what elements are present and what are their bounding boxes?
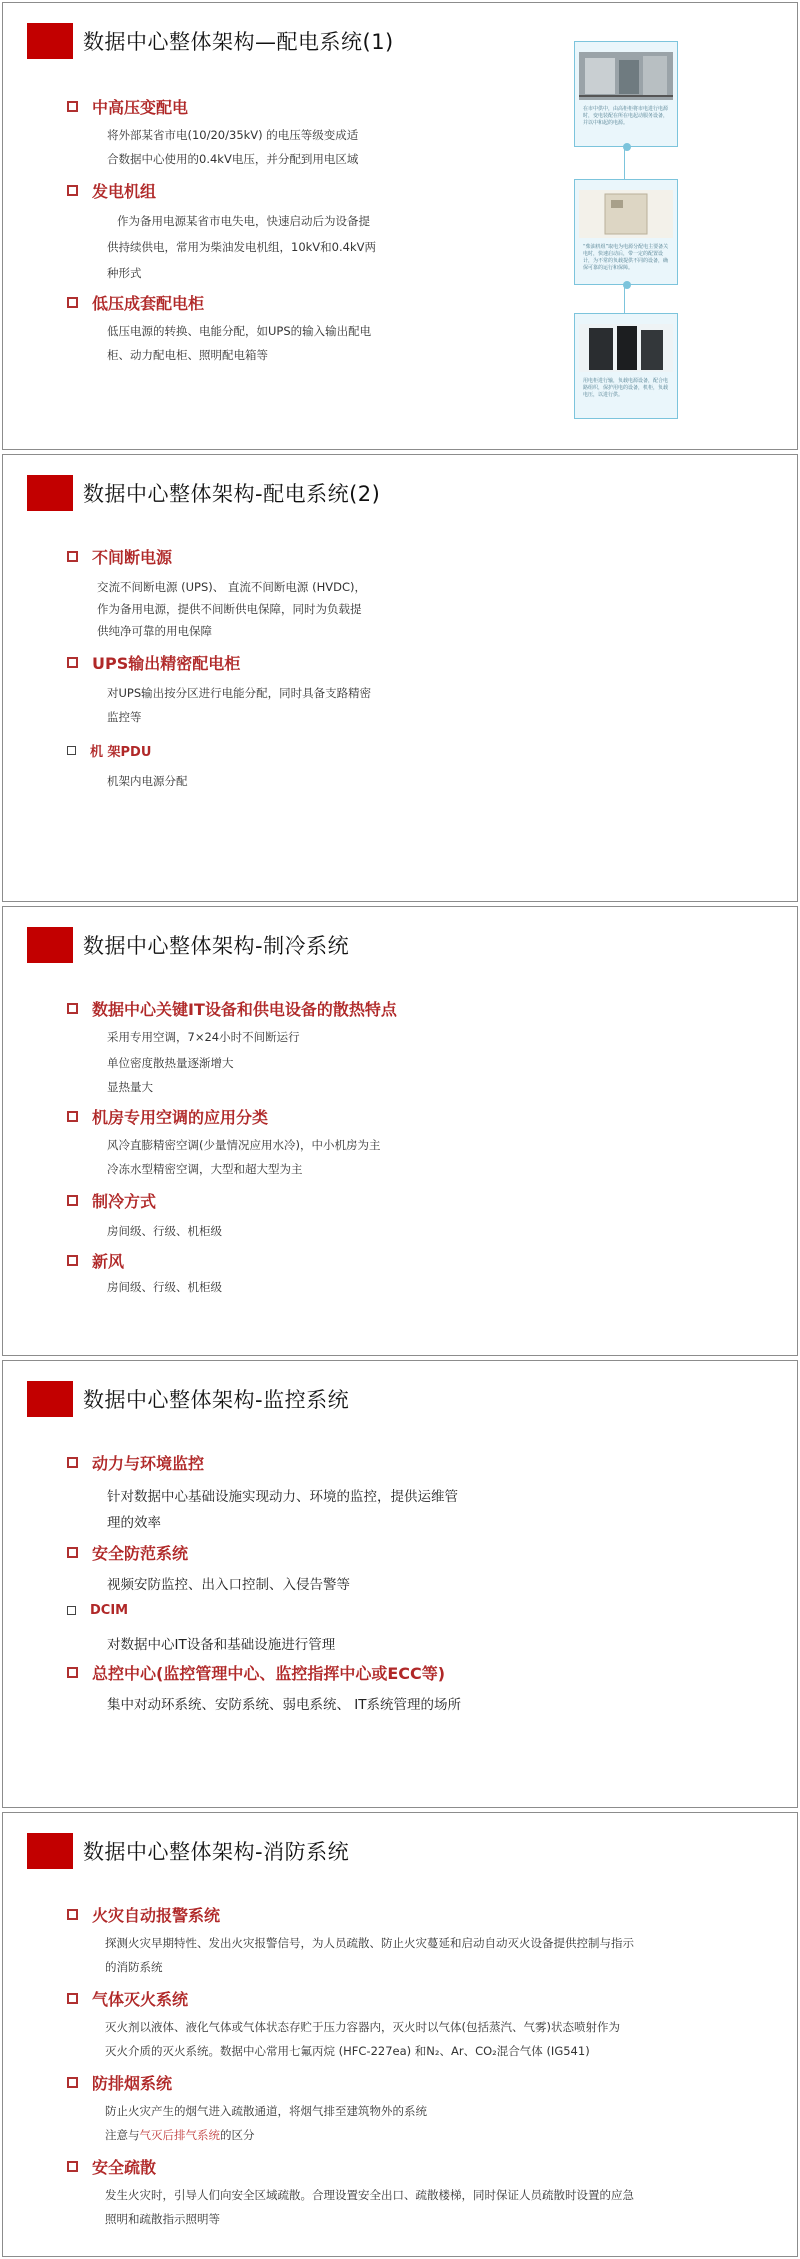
body-line-highlight <box>105 2127 255 2143</box>
body-line: 灭火介质的灭火系统。数据中心常用七氟丙烷 (HFC-227ea) 和N₂、Ar、CO₂混合气体 (IG541) <box>105 2044 590 2058</box>
section-heading <box>67 1903 220 1926</box>
section-label: 数据中心关键IT设备和供电设备的散热特点 <box>92 1000 397 1019</box>
body-line: 的消防系统 <box>105 1960 163 1974</box>
card-caption: 在市中供中，由高柜柜将市电进行电源时，变电装配在所在电起动服务设备，并以中和起的电源。 <box>583 106 669 126</box>
title-accent-block <box>27 23 73 59</box>
section-label: 机 架PDU <box>90 745 152 760</box>
body-line: 供纯净可靠的用电保障 <box>97 624 212 638</box>
body-line: 采用专用空调，7×24小时不间断运行 <box>107 1030 300 1044</box>
checkbox-bullet-icon <box>67 2077 78 2088</box>
slide-power-distribution-1 <box>2 2 798 450</box>
equipment-card <box>574 179 678 285</box>
body-line: 低压电源的转换、电能分配，如UPS的输入输出配电 <box>107 324 372 338</box>
body-line: 合数据中心使用的0.4kV电压，并分配到用电区域 <box>107 152 359 166</box>
body-line: 发生火灾时，引导人们向安全区域疏散。合理设置安全出口、疏散楼梯，同时保证人员疏散时设置的应急 <box>105 2188 634 2202</box>
body-line: 交流不间断电源 (UPS)、 直流不间断电源 (HVDC)， <box>97 580 366 594</box>
card-caption: “柴油机组”取电为电源分配电主要备关电时，快速启动后，带一定的配置设计，为不常的负载提供不同的设备，确保可靠的运行和保障。 <box>583 244 669 271</box>
slide-title: 数据中心整体架构-监控系统 <box>83 1388 350 1412</box>
checkbox-bullet-icon <box>67 1255 78 1266</box>
slide-title-row <box>27 475 380 511</box>
timeline-dot-icon <box>623 281 631 289</box>
body-line: 监控等 <box>107 710 142 724</box>
section-heading <box>67 95 188 118</box>
section-label: 低压成套配电柜 <box>92 294 205 313</box>
title-accent-block <box>27 1381 73 1417</box>
body-line: 对数据中心IT设备和基础设施进行管理 <box>107 1637 336 1653</box>
section-heading <box>67 1249 124 1272</box>
slide-title-row <box>27 1381 349 1417</box>
body-line: 对UPS输出按分区进行电能分配，同时具备支路精密 <box>107 686 372 700</box>
body-line: 柜、动力配电柜、照明配电箱等 <box>107 348 268 362</box>
body-line: 显热量大 <box>107 1080 153 1094</box>
title-accent-block <box>27 927 73 963</box>
text-fragment: 注意与 <box>105 2128 140 2142</box>
checkbox-bullet-icon <box>67 746 76 755</box>
section-label: 气体灭火系统 <box>92 1990 189 2009</box>
section-heading <box>67 1541 188 1564</box>
body-line: 机架内电源分配 <box>107 774 188 788</box>
section-label: 中高压变配电 <box>92 98 189 117</box>
section-heading <box>67 2155 156 2178</box>
section-label: UPS输出精密配电柜 <box>92 654 241 673</box>
generator-photo-icon <box>579 190 673 238</box>
section-heading <box>67 1603 128 1618</box>
section-label: 安全疏散 <box>92 2158 157 2177</box>
text-fragment: 的区分 <box>220 2128 255 2142</box>
body-line: 种形式 <box>107 266 142 280</box>
section-label: 新风 <box>92 1252 125 1271</box>
body-line: 灭火剂以液体、液化气体或气体状态存贮于压力容器内，灭火时以气体(包括蒸汽、气雾)状态喷射作为 <box>105 2020 620 2034</box>
checkbox-bullet-icon <box>67 1667 78 1678</box>
section-label: 动力与环境监控 <box>92 1454 205 1473</box>
body-line: 风冷直膨精密空调(少量情况应用水冷)，中小机房为主 <box>107 1138 381 1152</box>
section-heading <box>67 2071 172 2094</box>
body-line: 将外部某省市电(10/20/35kV) 的电压等级变成适 <box>107 128 359 142</box>
section-heading <box>67 997 397 1020</box>
body-line: 防止火灾产生的烟气进入疏散通道，将烟气排至建筑物外的系统 <box>105 2104 427 2118</box>
body-line: 供持续供电，常用为柴油发电机组，10kV和0.4kV两 <box>107 240 376 254</box>
timeline-dot-icon <box>623 143 631 151</box>
equipment-card <box>574 41 678 147</box>
slide-title: 数据中心整体架构-配电系统(2) <box>83 482 381 506</box>
section-label: 总控中心(监控管理中心、监控指挥中心或ECC等) <box>92 1664 446 1683</box>
section-heading <box>67 1189 156 1212</box>
slide-title-row <box>27 23 394 59</box>
body-line: 房间级、行级、机柜级 <box>107 1224 222 1238</box>
section-heading <box>67 291 204 314</box>
slide-cooling-system <box>2 906 798 1356</box>
checkbox-bullet-icon <box>67 1003 78 1014</box>
slide-title: 数据中心整体架构—配电系统(1) <box>83 30 394 54</box>
body-line: 集中对动环系统、安防系统、弱电系统、 IT系统管理的场所 <box>107 1697 462 1713</box>
checkbox-bullet-icon <box>67 1606 76 1615</box>
section-heading <box>67 1105 268 1128</box>
section-label: 机房专用空调的应用分类 <box>92 1108 269 1127</box>
checkbox-bullet-icon <box>67 1195 78 1206</box>
slide-title-row <box>27 927 349 963</box>
body-line: 作为备用电源某省市电失电，快速启动后为设备提 <box>117 214 370 228</box>
section-heading <box>67 1451 204 1474</box>
checkbox-bullet-icon <box>67 1457 78 1468</box>
section-label: 火灾自动报警系统 <box>92 1906 221 1925</box>
checkbox-bullet-icon <box>67 1993 78 2004</box>
section-heading <box>67 545 172 568</box>
section-label: 安全防范系统 <box>92 1544 189 1563</box>
slide-fire-protection-system <box>2 1812 798 2257</box>
section-label: DCIM <box>90 1603 129 1618</box>
body-line: 房间级、行级、机柜级 <box>107 1280 222 1294</box>
checkbox-bullet-icon <box>67 657 78 668</box>
body-line: 作为备用电源，提供不间断供电保障，同时为负载提 <box>97 602 362 616</box>
slide-power-distribution-2 <box>2 454 798 902</box>
card-caption: 用电柜进行输，负载电源设备，配合电路组织，保护用电的设备，机柜，负载电压，以进行供。 <box>583 378 669 398</box>
section-label: 防排烟系统 <box>92 2074 173 2093</box>
body-line: 照明和疏散指示照明等 <box>105 2212 220 2226</box>
slide-title-row <box>27 1833 349 1869</box>
highlight-term: 气灭后排气系统 <box>139 2128 220 2142</box>
checkbox-bullet-icon <box>67 297 78 308</box>
body-line: 单位密度散热量逐渐增大 <box>107 1056 234 1070</box>
title-accent-block <box>27 475 73 511</box>
body-line: 探测火灾早期特性、发出火灾报警信号，为人员疏散、防止火灾蔓延和启动自动灭火设备提供控制与指示 <box>105 1936 634 1950</box>
title-accent-block <box>27 1833 73 1869</box>
section-label: 发电机组 <box>92 182 157 201</box>
equipment-card <box>574 313 678 419</box>
checkbox-bullet-icon <box>67 2161 78 2172</box>
slide-title: 数据中心整体架构-消防系统 <box>83 1840 350 1864</box>
checkbox-bullet-icon <box>67 1547 78 1558</box>
checkbox-bullet-icon <box>67 551 78 562</box>
section-heading <box>67 741 151 760</box>
switchgear-photo-icon <box>579 52 673 100</box>
section-heading <box>67 1661 445 1684</box>
body-line: 冷冻水型精密空调，大型和超大型为主 <box>107 1162 303 1176</box>
section-heading <box>67 1987 188 2010</box>
checkbox-bullet-icon <box>67 1909 78 1920</box>
slide-monitoring-system <box>2 1360 798 1808</box>
section-heading <box>67 179 156 202</box>
section-label: 制冷方式 <box>92 1192 157 1211</box>
slide-title: 数据中心整体架构-制冷系统 <box>83 934 350 958</box>
checkbox-bullet-icon <box>67 185 78 196</box>
checkbox-bullet-icon <box>67 1111 78 1122</box>
body-line: 视频安防监控、出入口控制、入侵告警等 <box>107 1577 350 1593</box>
section-label: 不间断电源 <box>92 548 173 567</box>
body-line: 理的效率 <box>107 1515 161 1531</box>
checkbox-bullet-icon <box>67 101 78 112</box>
cabinet-photo-icon <box>579 324 673 372</box>
section-heading <box>67 651 240 674</box>
body-line: 针对数据中心基础设施实现动力、环境的监控，提供运维管 <box>107 1489 458 1505</box>
